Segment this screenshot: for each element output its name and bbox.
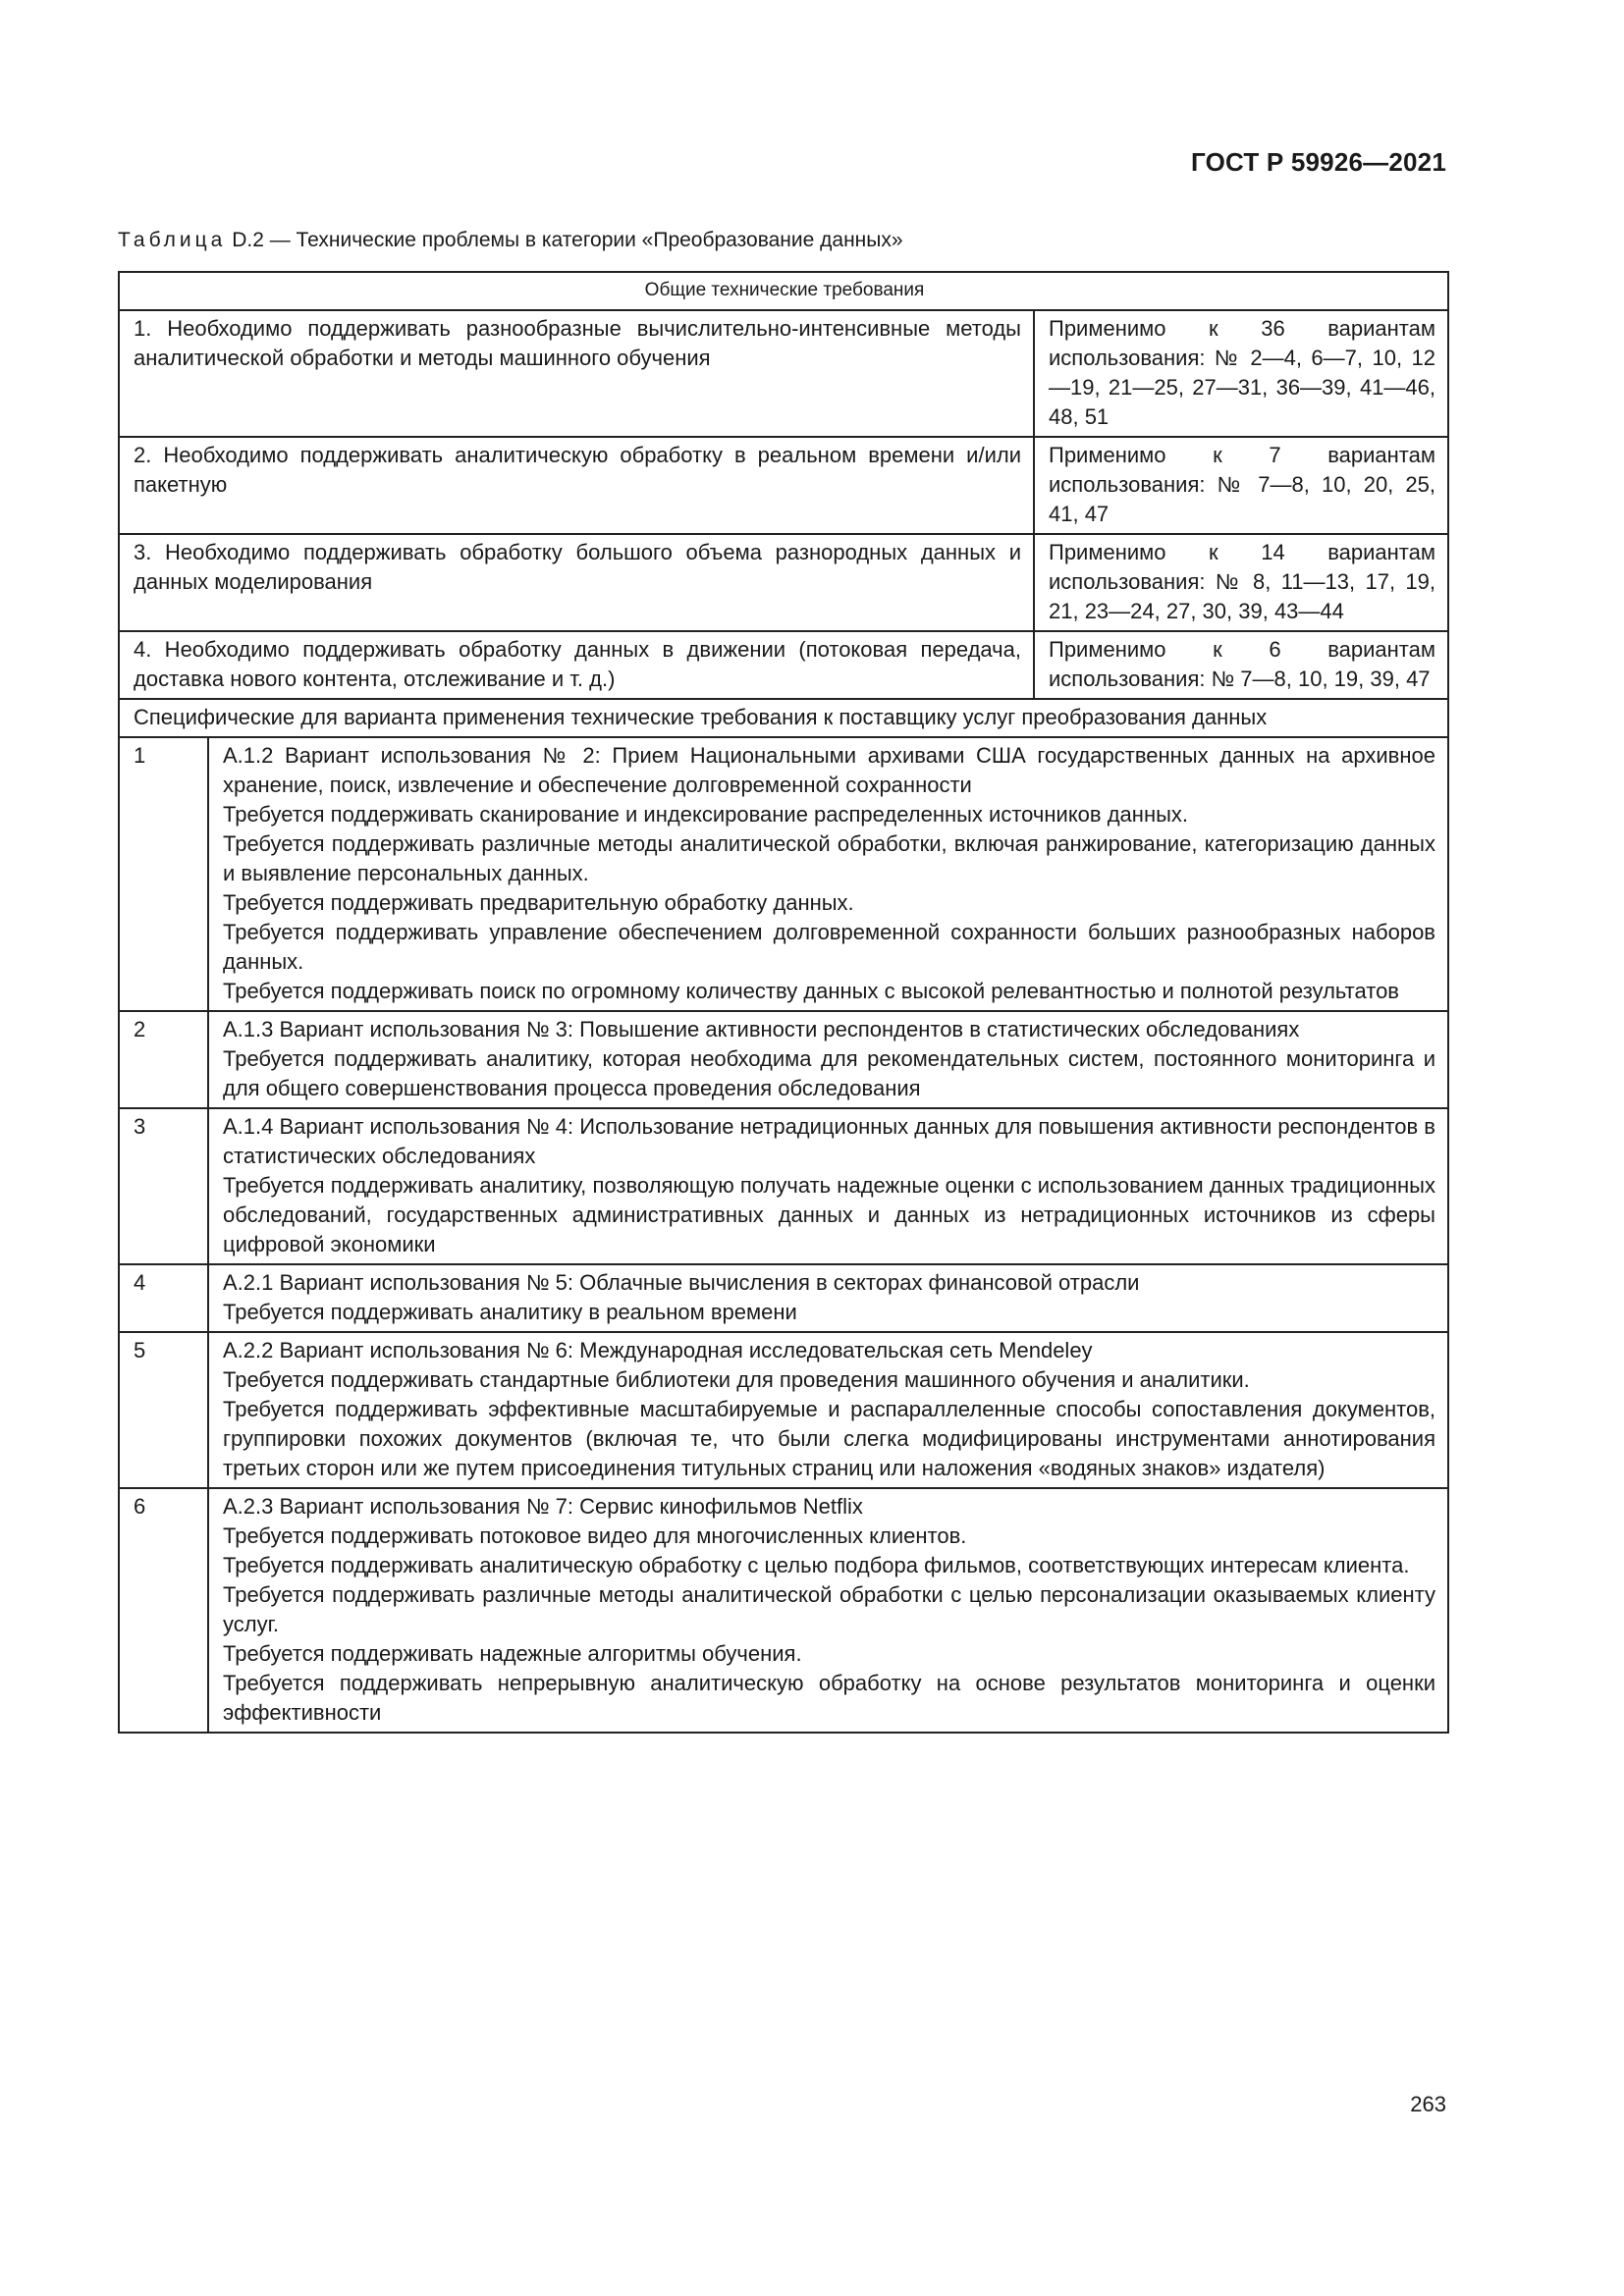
use-case-line: Требуется поддерживать аналитику, которая необходима для рекомендательных систем, постоянного мониторинга и для общего совершенствования процесса проведения обследования [223, 1046, 1435, 1100]
table-header-row [119, 272, 1448, 310]
use-case-line: Требуется поддерживать аналитику в реальном времени [223, 1300, 797, 1324]
table-row [119, 437, 1448, 534]
row-number: 6 [119, 1488, 208, 1733]
use-case-line: Требуется поддерживать аналитику, позволяющую получать надежные оценки с использованием данных традиционных обследований, государственных административных данных и данных из нетрадиционных источников из сферы цифровой экономики [223, 1173, 1435, 1256]
use-case-line: Требуется поддерживать поиск по огромному количеству данных с высокой релевантностью и полнотой результатов [223, 979, 1399, 1003]
use-case-line: Требуется поддерживать различные методы аналитической обработки, включая ранжирование, категоризацию данных и выявление персональных данных. [223, 831, 1435, 885]
use-case-line: Требуется поддерживать предварительную обработку данных. [223, 890, 854, 915]
row-number: 1 [119, 737, 208, 1011]
use-case-line: А.1.4 Вариант использования № 4: Использование нетрадиционных данных для повышения активности респондентов в статистических обследованиях [223, 1114, 1435, 1168]
use-case-line: Требуется поддерживать эффективные масштабируемые и распараллеленные способы сопоставления документов, группировки похожих документов (включая те, что были слегка модифицированы инструментами аннотирования третьих сторон или же путем присоединения титульных страниц или наложения «водяных знаков» издателя) [223, 1397, 1435, 1480]
use-case-cell [208, 1488, 1448, 1733]
use-case-line: Требуется поддерживать сканирование и индексирование распределенных источников данных. [223, 802, 1189, 827]
row-number: 5 [119, 1332, 208, 1488]
use-case-line: Требуется поддерживать потоковое видео для многочисленных клиентов. [223, 1523, 967, 1548]
use-case-line: Требуется поддерживать аналитическую обработку с целью подбора фильмов, соответствующих интересам клиента. [223, 1553, 1410, 1577]
use-case-cell [208, 1108, 1448, 1264]
table-row [119, 1332, 1448, 1488]
use-case-line: Требуется поддерживать стандартные библиотеки для проведения машинного обучения и аналитики. [223, 1367, 1250, 1392]
use-case-line: Требуется поддерживать надежные алгоритмы обучения. [223, 1641, 802, 1666]
use-case-line: Требуется поддерживать непрерывную аналитическую обработку на основе результатов мониторинга и оценки эффективности [223, 1671, 1435, 1725]
applicability-cell: Применимо к 7 вариантам использования: № 7—8, 10, 20, 25, 41, 47 [1034, 437, 1448, 534]
use-case-line: А.2.3 Вариант использования № 7: Сервис кинофильмов Netflix [223, 1494, 863, 1519]
general-requirements-header: Общие технические требования [119, 272, 1448, 310]
table-caption-prefix: Таблица [118, 229, 227, 251]
document-standard-number: ГОСТ Р 59926—2021 [1191, 147, 1446, 177]
specific-requirements-header: Специфические для варианта применения технические требования к поставщику услуг преобразования данных [119, 699, 1448, 737]
table-row [119, 1011, 1448, 1108]
table-caption-text: D.2 — Технические проблемы в категории «Преобразование данных» [232, 229, 903, 251]
table-row [119, 1108, 1448, 1264]
requirements-table [118, 271, 1449, 1734]
applicability-cell: Применимо к 14 вариантам использования: № 8, 11—13, 17, 19, 21, 23—24, 27, 30, 39, 43—44 [1034, 534, 1448, 631]
general-requirement-cell: 3. Необходимо поддерживать обработку большого объема разнородных данных и данных моделирования [119, 534, 1034, 631]
table-caption [118, 229, 903, 252]
section-header-row [119, 699, 1448, 737]
row-number: 3 [119, 1108, 208, 1264]
table-row [119, 1488, 1448, 1733]
use-case-line: А.2.1 Вариант использования № 5: Облачные вычисления в секторах финансовой отрасли [223, 1270, 1140, 1295]
applicability-cell: Применимо к 6 вариантам использования: № 7—8, 10, 19, 39, 47 [1034, 631, 1448, 699]
use-case-cell [208, 1264, 1448, 1332]
general-requirement-cell: 4. Необходимо поддерживать обработку данных в движении (потоковая передача, доставка нового контента, отслеживание и т. д.) [119, 631, 1034, 699]
table-row [119, 737, 1448, 1011]
row-number: 2 [119, 1011, 208, 1108]
table-row [119, 631, 1448, 699]
general-requirement-cell: 1. Необходимо поддерживать разнообразные вычислительно-интенсивные методы аналитической обработки и методы машинного обучения [119, 310, 1034, 437]
use-case-line: А.1.3 Вариант использования № 3: Повышение активности респондентов в статистических обследованиях [223, 1017, 1300, 1041]
use-case-cell [208, 737, 1448, 1011]
page-number: 263 [1410, 2092, 1446, 2116]
table-row [119, 1264, 1448, 1332]
row-number: 4 [119, 1264, 208, 1332]
general-requirement-cell: 2. Необходимо поддерживать аналитическую обработку в реальном времени и/или пакетную [119, 437, 1034, 534]
use-case-line: А.1.2 Вариант использования № 2: Прием Национальными архивами США государственных данных на архивное хранение, поиск, извлечение и обеспечение долговременной сохранности [223, 743, 1435, 797]
applicability-cell: Применимо к 36 вариантам использования: № 2—4, 6—7, 10, 12—19, 21—25, 27—31, 36—39, 41—46, 48, 51 [1034, 310, 1448, 437]
use-case-line: Требуется поддерживать управление обеспечением долговременной сохранности больших разнообразных наборов данных. [223, 920, 1435, 974]
table-row [119, 534, 1448, 631]
use-case-cell [208, 1332, 1448, 1488]
use-case-line: Требуется поддерживать различные методы аналитической обработки с целью персонализации оказываемых клиенту услуг. [223, 1582, 1435, 1636]
table-row [119, 310, 1448, 437]
use-case-cell [208, 1011, 1448, 1108]
use-case-line: А.2.2 Вариант использования № 6: Международная исследовательская сеть Mendeley [223, 1338, 1093, 1362]
